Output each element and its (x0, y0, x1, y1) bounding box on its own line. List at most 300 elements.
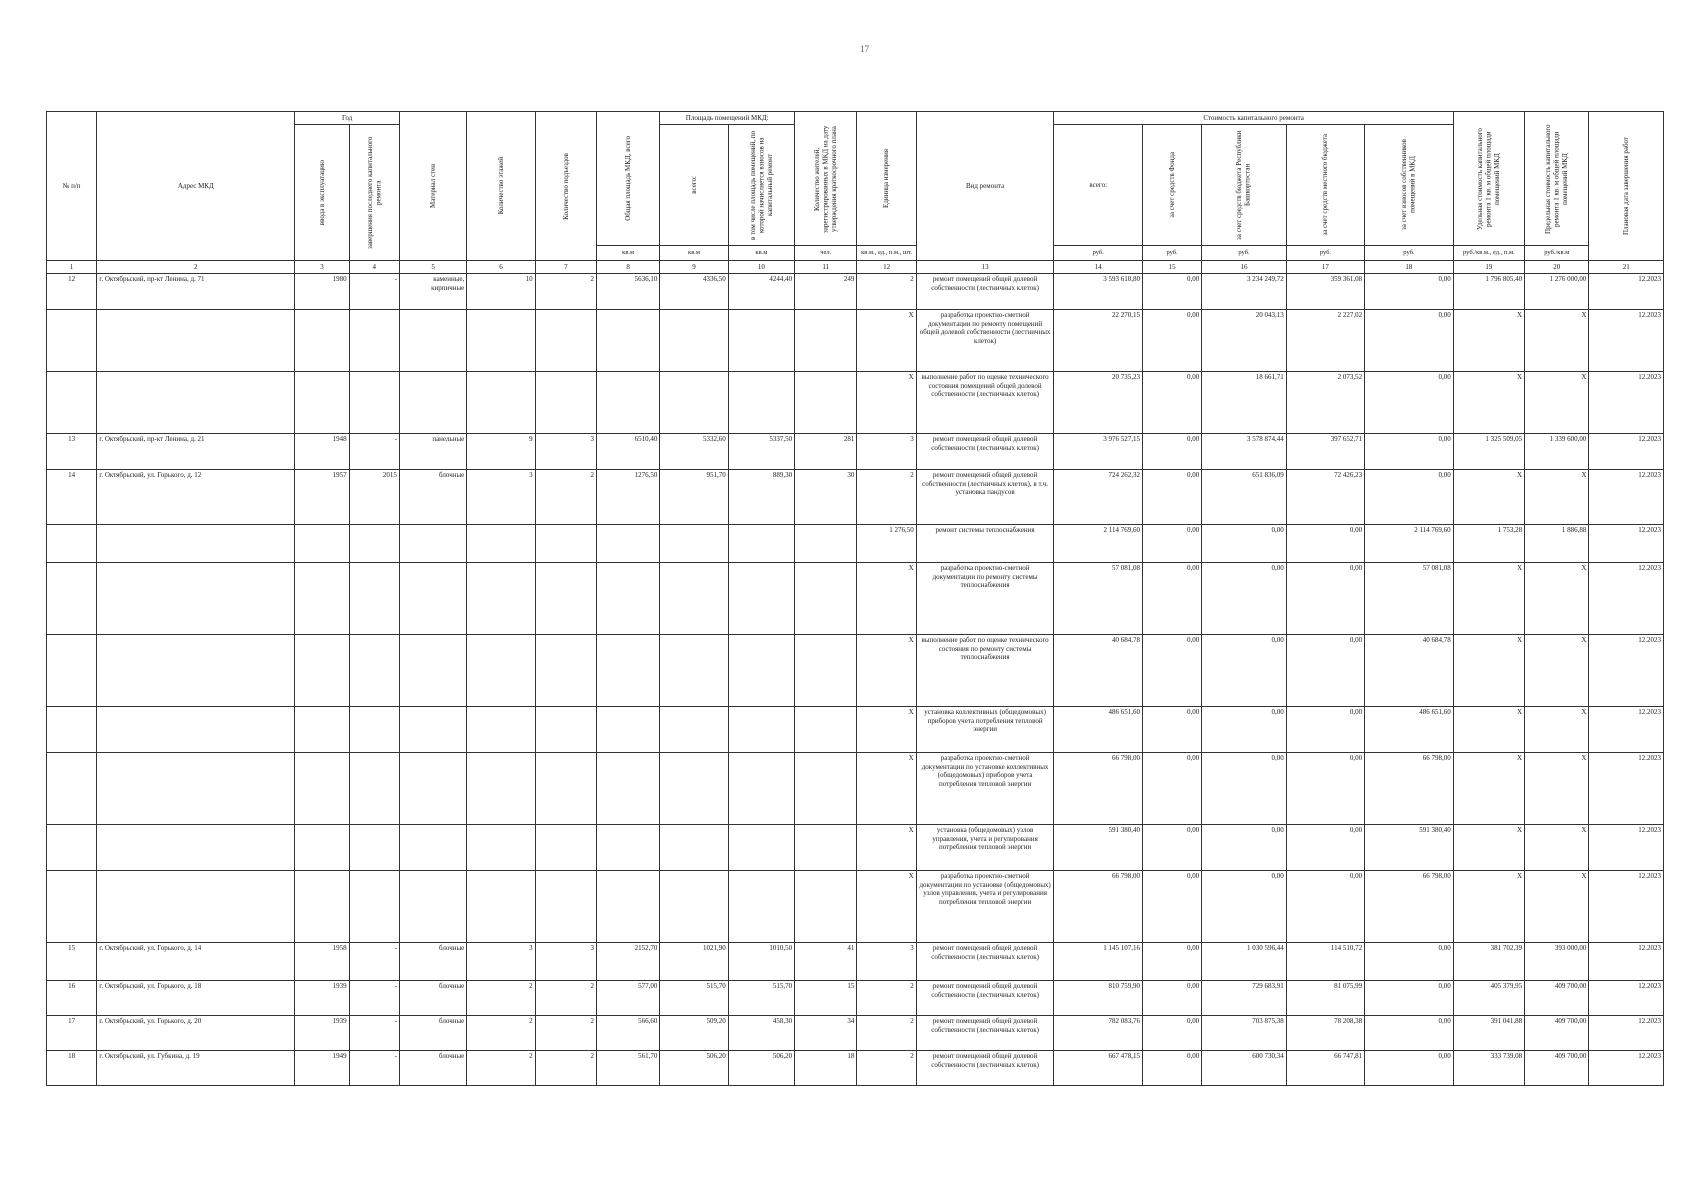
row-year-repair: - (349, 434, 399, 470)
row-quantity: X (857, 825, 916, 871)
row-cost-fund: 0,00 (1142, 310, 1201, 372)
row-quantity: X (857, 310, 916, 372)
col-work-header: Вид ремонта (916, 112, 1054, 261)
row-address (97, 871, 295, 943)
row-premises-owned: 458,30 (728, 1016, 794, 1051)
row-entrances: 2 (535, 1051, 596, 1086)
column-number: 12 (857, 261, 916, 274)
col-area-header (596, 112, 659, 246)
row-quantity: 2 (857, 1051, 916, 1086)
row-cost-republic: 3 234 249,72 (1202, 274, 1286, 310)
unit-measure: кв.м., ед., п.м., шт. (857, 246, 916, 261)
row-quantity: 2 (857, 274, 916, 310)
row-floors: 2 (467, 981, 535, 1016)
row-cost-local: 0,00 (1286, 753, 1364, 825)
row-entrances (535, 753, 596, 825)
unit-premises-total: кв.м (660, 246, 728, 261)
row-residents (795, 707, 857, 753)
row-max-cost: X (1525, 310, 1589, 372)
row-premises-owned (728, 525, 794, 563)
residents-header-text: Количество жителей, зарегистрированных в МКД на дату утверждения краткосрочного плана (812, 124, 838, 233)
row-residents: 15 (795, 981, 857, 1016)
row-cost-fund: 0,00 (1142, 707, 1201, 753)
col-premises-owned-header (728, 125, 794, 246)
table-header (47, 112, 1664, 274)
row-entrances (535, 635, 596, 707)
row-year-repair (349, 753, 399, 825)
row-unit-cost: X (1453, 753, 1524, 825)
row-year-commission (295, 825, 349, 871)
row-year-commission (295, 871, 349, 943)
row-cost-total: 810 759,90 (1054, 981, 1142, 1016)
row-wall-material: блочные (399, 943, 466, 981)
row-cost-republic: 0,00 (1202, 563, 1286, 635)
col-year-commission-header (295, 125, 349, 261)
row-premises-owned (728, 372, 794, 434)
row-entrances: 3 (535, 943, 596, 981)
row-cost-total: 57 081,08 (1054, 563, 1142, 635)
row-max-cost: X (1525, 563, 1589, 635)
row-cost-owners: 0,00 (1365, 981, 1454, 1016)
row-entrances (535, 825, 596, 871)
row-cost-local: 0,00 (1286, 707, 1364, 753)
row-quantity: 2 (857, 470, 916, 525)
table-row (47, 372, 1664, 434)
unit-cost-total: руб. (1054, 246, 1142, 261)
row-work-type: выполнение работ по оценке технического состояния помещений общей долевой собственности (лестничных клеток) (916, 372, 1054, 434)
row-address (97, 825, 295, 871)
row-residents (795, 372, 857, 434)
column-number: 8 (596, 261, 659, 274)
row-cost-fund: 0,00 (1142, 274, 1201, 310)
table-row (47, 943, 1664, 981)
row-floors: 3 (467, 470, 535, 525)
row-total-area: 561,70 (596, 1051, 659, 1086)
unit-cost-owners: руб. (1365, 246, 1454, 261)
row-address (97, 525, 295, 563)
row-premises-owned (728, 635, 794, 707)
row-cost-local: 0,00 (1286, 635, 1364, 707)
row-cost-fund: 0,00 (1142, 372, 1201, 434)
column-number: 13 (916, 261, 1054, 274)
row-work-type: установка коллективных (общедомовых) приборов учета потребления тепловой энергии (916, 707, 1054, 753)
repair-plan-table (46, 111, 1664, 1086)
row-entrances (535, 525, 596, 563)
row-premises-total: 951,70 (660, 470, 728, 525)
col-no-header: № п/п (47, 112, 97, 261)
row-residents (795, 310, 857, 372)
row-floors (467, 563, 535, 635)
row-cost-fund: 0,00 (1142, 563, 1201, 635)
row-premises-owned: 5337,50 (728, 434, 794, 470)
row-year-repair: 2015 (349, 470, 399, 525)
row-cost-local: 2 073,52 (1286, 372, 1364, 434)
row-unit-cost: 405 379,95 (1453, 981, 1524, 1016)
col-premises-total-header (660, 125, 728, 246)
row-number: 12 (47, 274, 97, 310)
col-cost-fund-header (1142, 125, 1201, 246)
row-residents (795, 563, 857, 635)
row-planned-date: 12.2023 (1589, 470, 1664, 525)
row-planned-date: 12.2023 (1589, 1051, 1664, 1086)
area-header-text: Общая площадь МКД, всего (623, 136, 632, 221)
row-number: 14 (47, 470, 97, 525)
row-premises-owned: 515,70 (728, 981, 794, 1016)
row-max-cost: 409 700,00 (1525, 981, 1589, 1016)
cost-local-text: за счет средств местного бюджета (1321, 134, 1330, 236)
row-floors (467, 372, 535, 434)
row-work-type: выполнение работ по оценке технического состояния по ремонту системы теплоснабжения (916, 635, 1054, 707)
row-quantity: 3 (857, 943, 916, 981)
row-year-commission: 1939 (295, 1016, 349, 1051)
row-premises-total: 4336,50 (660, 274, 728, 310)
row-address: г. Октябрьский, ул. Горького, д. 20 (97, 1016, 295, 1051)
row-address (97, 372, 295, 434)
row-cost-republic: 1 030 596,44 (1202, 943, 1286, 981)
row-cost-local: 66 747,81 (1286, 1051, 1364, 1086)
row-cost-local: 397 652,71 (1286, 434, 1364, 470)
row-address: г. Октябрьский, ул. Горького, д. 14 (97, 943, 295, 981)
row-quantity: 3 (857, 434, 916, 470)
row-year-commission: 1958 (295, 943, 349, 981)
row-max-cost: X (1525, 871, 1589, 943)
cost-republic-text: за счет средств бюджета Республики Башкортостан (1235, 130, 1252, 240)
column-number-row (47, 261, 1664, 274)
row-unit-cost: 1 753,28 (1453, 525, 1524, 563)
row-premises-owned (728, 871, 794, 943)
column-number: 2 (97, 261, 295, 274)
table-row (47, 753, 1664, 825)
row-residents (795, 753, 857, 825)
row-cost-fund: 0,00 (1142, 871, 1201, 943)
col-cost-group-header: Стоимость капитального ремонта (1054, 112, 1453, 125)
row-number (47, 753, 97, 825)
row-number (47, 635, 97, 707)
row-premises-owned (728, 310, 794, 372)
row-number: 16 (47, 981, 97, 1016)
row-residents: 41 (795, 943, 857, 981)
row-number (47, 825, 97, 871)
column-number: 4 (349, 261, 399, 274)
table-row (47, 707, 1664, 753)
row-address: г. Октябрьский, ул. Губкина, д. 19 (97, 1051, 295, 1086)
row-address: г. Октябрьский, ул. Горького, д. 12 (97, 470, 295, 525)
row-unit-cost: X (1453, 707, 1524, 753)
row-cost-owners: 0,00 (1365, 274, 1454, 310)
row-work-type: разработка проектно-сметной документации по ремонту системы теплоснабжения (916, 563, 1054, 635)
row-wall-material (399, 753, 466, 825)
max-cost-header-text: Предельная стоимость капитального ремонта 1 кв. м общей площади помещений МКД (1544, 123, 1569, 234)
table-row (47, 825, 1664, 871)
row-premises-total (660, 635, 728, 707)
row-cost-local: 72 426,23 (1286, 470, 1364, 525)
row-cost-owners: 486 651,60 (1365, 707, 1454, 753)
row-total-area (596, 825, 659, 871)
row-cost-fund: 0,00 (1142, 753, 1201, 825)
table-row (47, 1051, 1664, 1086)
row-year-commission: 1948 (295, 434, 349, 470)
row-year-repair (349, 372, 399, 434)
row-premises-owned (728, 825, 794, 871)
unit-premises-owned: кв.м (728, 246, 794, 261)
row-number: 18 (47, 1051, 97, 1086)
row-year-commission (295, 310, 349, 372)
col-date-header (1589, 112, 1664, 261)
row-cost-owners: 40 684,78 (1365, 635, 1454, 707)
row-cost-fund: 0,00 (1142, 635, 1201, 707)
row-floors (467, 525, 535, 563)
row-total-area: 577,00 (596, 981, 659, 1016)
row-wall-material: каменные, кирпичные (399, 274, 466, 310)
col-max-cost-header (1525, 112, 1589, 246)
col-premises-header: Площадь помещений МКД: (660, 112, 795, 125)
row-cost-owners: 0,00 (1365, 372, 1454, 434)
unit-unit-cost: руб./кв.м., ед., п.м. (1453, 246, 1524, 261)
row-planned-date: 12.2023 (1589, 310, 1664, 372)
row-premises-total (660, 563, 728, 635)
row-wall-material (399, 372, 466, 434)
row-year-repair (349, 310, 399, 372)
row-planned-date: 12.2023 (1589, 1016, 1664, 1051)
row-planned-date: 12.2023 (1589, 981, 1664, 1016)
row-wall-material (399, 310, 466, 372)
column-number: 9 (660, 261, 728, 274)
row-number (47, 707, 97, 753)
table-row (47, 563, 1664, 635)
row-work-type: разработка проектно-сметной документации по ремонту помещений общей долевой собственности (лестничных клеток) (916, 310, 1054, 372)
row-number (47, 372, 97, 434)
row-year-repair: - (349, 274, 399, 310)
col-unit-header (857, 112, 916, 246)
row-cost-total: 782 083,76 (1054, 1016, 1142, 1051)
row-cost-total: 3 593 610,80 (1054, 274, 1142, 310)
row-cost-total: 66 798,00 (1054, 753, 1142, 825)
row-premises-owned (728, 753, 794, 825)
unit-residents: чел. (795, 246, 857, 261)
row-residents (795, 525, 857, 563)
row-cost-fund: 0,00 (1142, 1051, 1201, 1086)
row-number: 17 (47, 1016, 97, 1051)
row-cost-republic: 3 578 874,44 (1202, 434, 1286, 470)
row-cost-owners: 66 798,00 (1365, 871, 1454, 943)
row-wall-material: панельные (399, 434, 466, 470)
row-cost-owners: 0,00 (1365, 470, 1454, 525)
row-wall-material (399, 825, 466, 871)
row-cost-fund: 0,00 (1142, 470, 1201, 525)
row-work-type: ремонт помещений общей долевой собственности (лестничных клеток) (916, 943, 1054, 981)
row-premises-total (660, 310, 728, 372)
cost-owners-text: за счет взносов собственников помещений в МКД (1400, 139, 1417, 231)
row-total-area (596, 871, 659, 943)
floors-header-text: Количество этажей (496, 157, 505, 215)
row-premises-owned: 4244,40 (728, 274, 794, 310)
column-number: 16 (1202, 261, 1286, 274)
row-unit-cost: X (1453, 871, 1524, 943)
row-quantity: 1 276,50 (857, 525, 916, 563)
row-max-cost: X (1525, 635, 1589, 707)
row-work-type: разработка проектно-сметной документации по установке (общедомовых) узлов управления, учета и регулирования потребления тепловой энергии (916, 871, 1054, 943)
row-cost-total: 724 262,32 (1054, 470, 1142, 525)
premises-total-text: всего: (689, 176, 698, 194)
row-work-type: установка (общедомовых) узлов управления, учета и регулирования потребления тепловой энергии (916, 825, 1054, 871)
row-total-area: 1276,50 (596, 470, 659, 525)
table-row (47, 310, 1664, 372)
row-wall-material (399, 525, 466, 563)
row-residents: 18 (795, 1051, 857, 1086)
row-number (47, 563, 97, 635)
row-floors (467, 707, 535, 753)
row-unit-cost: X (1453, 470, 1524, 525)
unit-cost-republic: руб. (1202, 246, 1286, 261)
row-cost-republic: 18 661,71 (1202, 372, 1286, 434)
table-row (47, 434, 1664, 470)
row-address (97, 707, 295, 753)
row-cost-total: 66 798,00 (1054, 871, 1142, 943)
row-cost-republic: 0,00 (1202, 635, 1286, 707)
row-cost-total: 1 145 107,16 (1054, 943, 1142, 981)
unit-cost-fund: руб. (1142, 246, 1201, 261)
row-work-type: ремонт помещений общей долевой собственности (лестничных клеток), в т.ч. установка пандусов (916, 470, 1054, 525)
column-number: 7 (535, 261, 596, 274)
row-number (47, 871, 97, 943)
row-quantity: X (857, 563, 916, 635)
row-total-area (596, 310, 659, 372)
row-total-area: 6510,40 (596, 434, 659, 470)
row-year-commission (295, 563, 349, 635)
row-premises-total (660, 372, 728, 434)
row-unit-cost: X (1453, 563, 1524, 635)
col-year-repair-header (349, 125, 399, 261)
row-floors (467, 753, 535, 825)
row-work-type: разработка проектно-сметной документации по установке коллективных (общедомовых) приборов учета потребления тепловой энергии (916, 753, 1054, 825)
row-premises-total: 5332,60 (660, 434, 728, 470)
unit-area: кв.м (596, 246, 659, 261)
row-entrances (535, 707, 596, 753)
row-max-cost: X (1525, 372, 1589, 434)
row-floors (467, 310, 535, 372)
column-number: 11 (795, 261, 857, 274)
row-wall-material: блочные (399, 1016, 466, 1051)
row-cost-owners: 0,00 (1365, 943, 1454, 981)
row-wall-material (399, 563, 466, 635)
unit-cost-header-text: Удельная стоимость капитального ремонта 1 кв. м общей площади помещений МКД (1476, 127, 1502, 230)
row-max-cost: X (1525, 753, 1589, 825)
row-total-area (596, 753, 659, 825)
row-address (97, 310, 295, 372)
column-number: 21 (1589, 261, 1664, 274)
row-work-type: ремонт помещений общей долевой собственности (лестничных клеток) (916, 981, 1054, 1016)
col-wall-header (399, 112, 466, 261)
row-entrances (535, 871, 596, 943)
year-repair-text: завершения последнего капитального ремонта (365, 136, 383, 249)
row-unit-cost: 333 739,08 (1453, 1051, 1524, 1086)
table-row (47, 871, 1664, 943)
row-planned-date: 12.2023 (1589, 274, 1664, 310)
row-address: г. Октябрьский, пр-кт Ленина, д. 71 (97, 274, 295, 310)
table-row (47, 1016, 1664, 1051)
row-cost-local: 0,00 (1286, 871, 1364, 943)
date-header-text: Плановая дата завершения работ (1621, 136, 1630, 236)
row-unit-cost: X (1453, 635, 1524, 707)
row-entrances: 3 (535, 434, 596, 470)
col-floors-header (467, 112, 535, 261)
row-residents (795, 825, 857, 871)
col-address-header: Адрес МКД (97, 112, 295, 261)
table-body (47, 274, 1664, 1086)
row-cost-fund: 0,00 (1142, 525, 1201, 563)
row-planned-date: 12.2023 (1589, 563, 1664, 635)
row-planned-date: 12.2023 (1589, 753, 1664, 825)
row-unit-cost: 1 796 805,40 (1453, 274, 1524, 310)
row-cost-owners: 2 114 769,60 (1365, 525, 1454, 563)
repair-plan-table-wrapper (46, 111, 1664, 1086)
row-work-type: ремонт системы теплоснабжения (916, 525, 1054, 563)
row-planned-date: 12.2023 (1589, 871, 1664, 943)
table-row (47, 981, 1664, 1016)
row-wall-material (399, 707, 466, 753)
row-total-area (596, 525, 659, 563)
row-cost-republic: 0,00 (1202, 871, 1286, 943)
row-year-commission (295, 753, 349, 825)
column-number: 19 (1453, 261, 1524, 274)
row-work-type: ремонт помещений общей долевой собственности (лестничных клеток) (916, 434, 1054, 470)
row-total-area (596, 635, 659, 707)
row-premises-owned (728, 563, 794, 635)
row-premises-total (660, 753, 728, 825)
row-wall-material (399, 871, 466, 943)
row-entrances: 2 (535, 1016, 596, 1051)
row-entrances: 2 (535, 274, 596, 310)
row-work-type: ремонт помещений общей долевой собственности (лестничных клеток) (916, 1051, 1054, 1086)
row-cost-owners: 0,00 (1365, 434, 1454, 470)
row-year-repair (349, 525, 399, 563)
row-wall-material: блочные (399, 470, 466, 525)
row-cost-fund: 0,00 (1142, 825, 1201, 871)
row-premises-owned (728, 707, 794, 753)
row-cost-fund: 0,00 (1142, 981, 1201, 1016)
row-cost-total: 40 684,78 (1054, 635, 1142, 707)
row-premises-total: 1021,90 (660, 943, 728, 981)
row-year-repair (349, 871, 399, 943)
page-mark: 17 (860, 44, 869, 54)
row-residents: 34 (795, 1016, 857, 1051)
row-quantity: 2 (857, 981, 916, 1016)
row-premises-total: 506,20 (660, 1051, 728, 1086)
row-total-area (596, 707, 659, 753)
row-year-repair (349, 707, 399, 753)
row-floors: 2 (467, 1051, 535, 1086)
row-residents (795, 635, 857, 707)
row-number: 13 (47, 434, 97, 470)
row-cost-owners: 66 798,00 (1365, 753, 1454, 825)
row-year-commission (295, 525, 349, 563)
row-premises-owned: 889,30 (728, 470, 794, 525)
row-year-repair: - (349, 1016, 399, 1051)
table-row (47, 635, 1664, 707)
row-quantity: X (857, 707, 916, 753)
row-max-cost: 1 339 600,00 (1525, 434, 1589, 470)
row-cost-owners: 591 380,40 (1365, 825, 1454, 871)
row-quantity: X (857, 635, 916, 707)
row-premises-total (660, 871, 728, 943)
row-cost-republic: 0,00 (1202, 825, 1286, 871)
row-cost-local: 0,00 (1286, 563, 1364, 635)
row-floors (467, 635, 535, 707)
row-year-repair: - (349, 981, 399, 1016)
row-floors: 9 (467, 434, 535, 470)
row-cost-owners: 57 081,08 (1365, 563, 1454, 635)
row-entrances: 2 (535, 470, 596, 525)
